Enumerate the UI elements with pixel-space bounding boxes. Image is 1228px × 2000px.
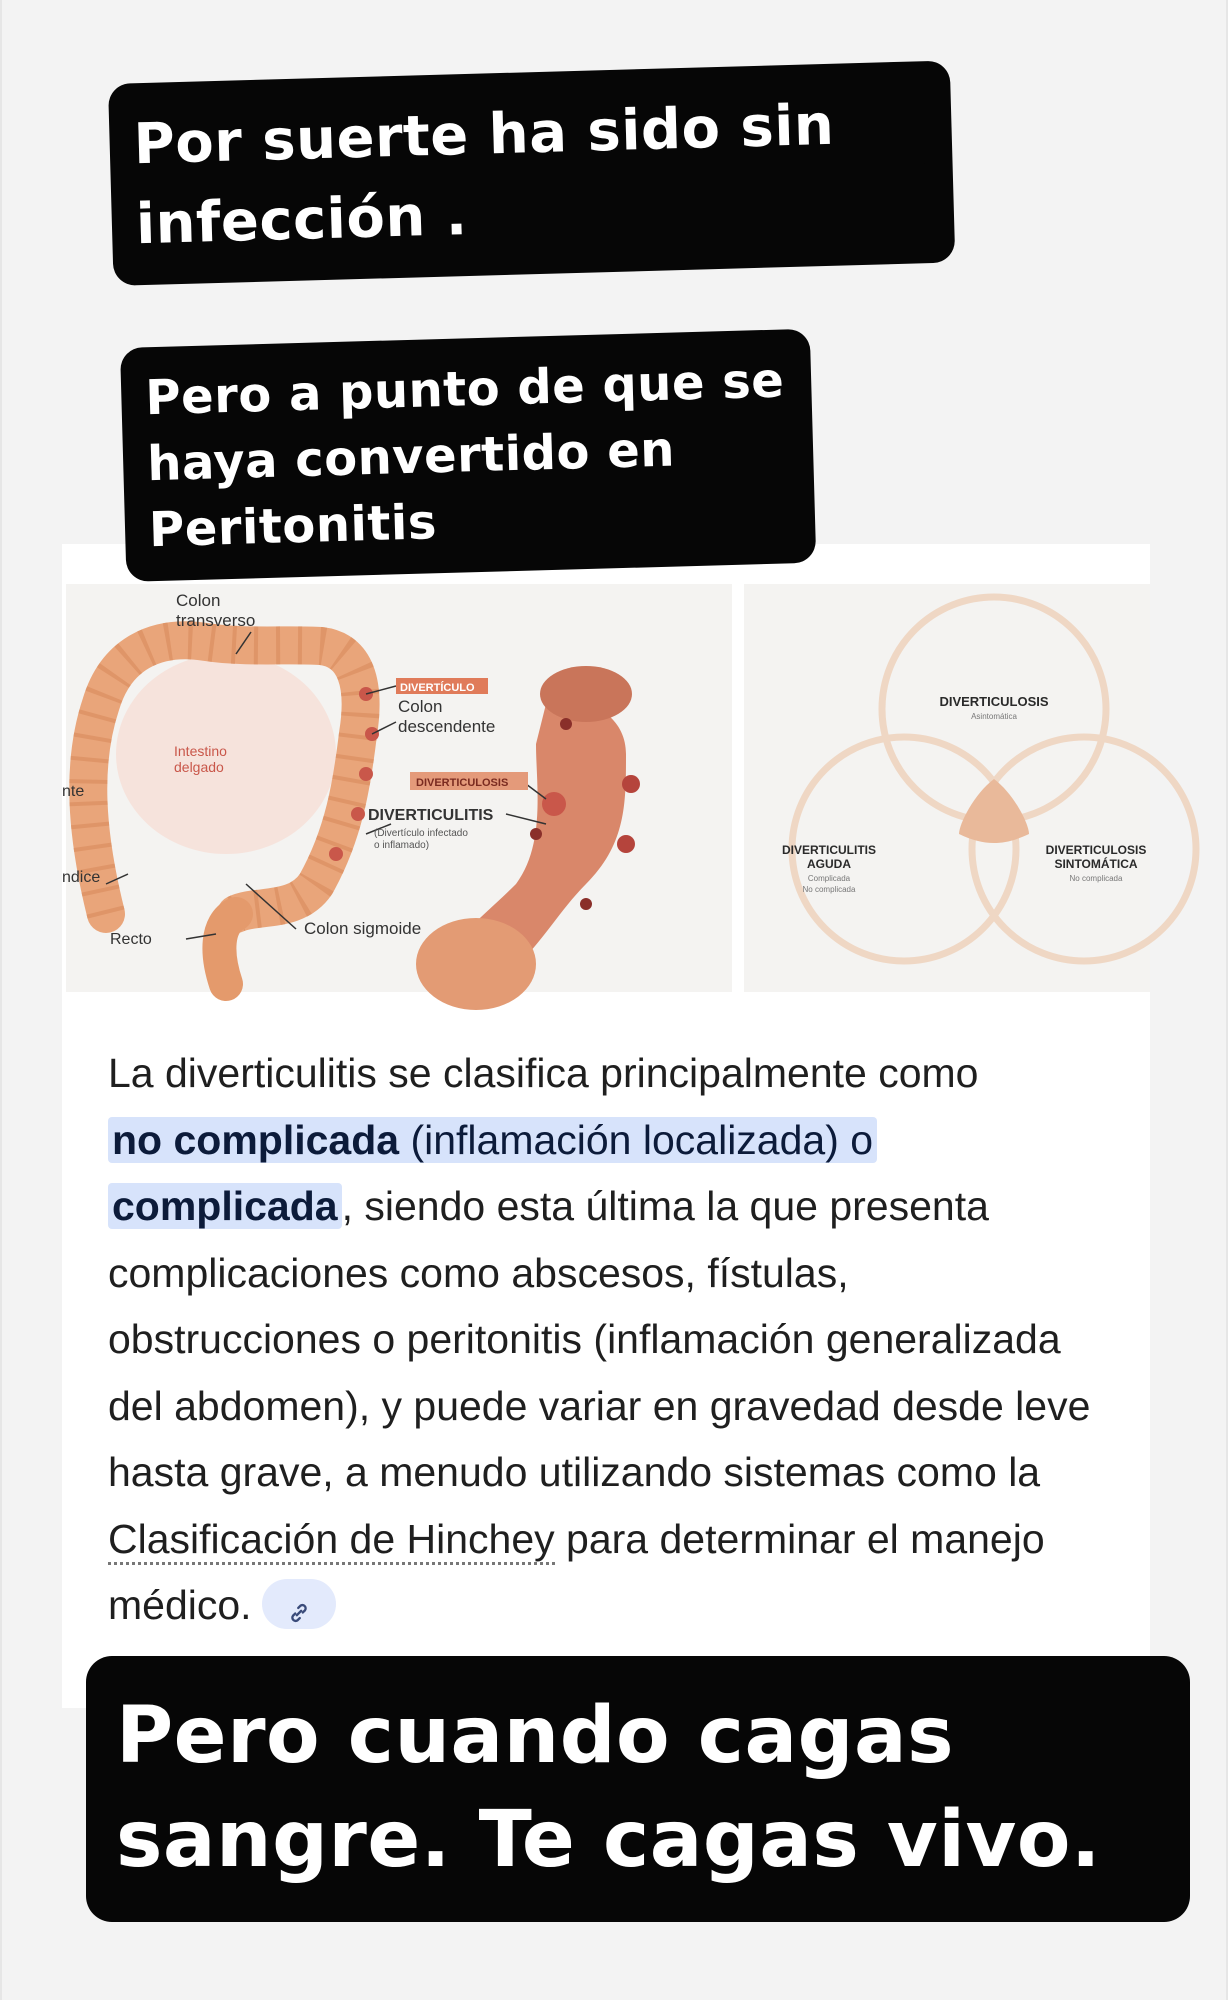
label-cut-left-2: ndice [62,869,101,886]
label-diverticulitis-note-1: (Divertículo infectado [374,828,468,839]
label-recto: Recto [110,931,152,948]
label-diverticulosis: DIVERTICULOSIS [416,777,509,789]
colon-anatomy-image [62,584,732,992]
answer-paragraph [108,1040,1108,1639]
venn-right-sub: No complicada [1069,874,1123,883]
venn-left-sub-1: Complicada [807,874,851,883]
caption-middle [120,329,816,582]
label-colon-descendente-1: Colon [398,697,443,716]
label-colon-sigmoide: Colon sigmoide [304,919,422,938]
caption-middle-line-3: Peritonitis [148,494,438,559]
venn-diagram-image [744,584,1150,992]
paragraph-text-3: , siendo esta última la que presenta complicaciones como abscesos, fístulas, obstrucciones o peritonitis (inflamación generalizada del abdomen), y puede variar en gravedad desde leve hasta grave, a menudo utilizando sistemas como la [108,1183,1091,1495]
label-colon-transverso-2: transverso [176,611,256,630]
hinchey-link[interactable]: Clasificación de Hinchey [108,1516,555,1565]
venn-left-title-1: DIVERTICULITIS [781,843,877,857]
label-diverticulo: DIVERTÍCULO [400,682,475,694]
venn-top-title: DIVERTICULOSIS [939,694,1049,709]
caption-top [108,60,955,285]
label-colon-transverso-1: Colon [176,591,221,610]
source-link-chip[interactable] [262,1579,336,1629]
highlight-no-complicada-strong: no complicada [112,1116,400,1163]
caption-top-line-1: Por suerte ha sido sin [132,92,836,178]
caption-top-line-2: infección . [135,163,927,265]
paragraph-text-4: para determinar el manejo médico. [108,1515,1045,1628]
venn-right-title-1: DIVERTICULOSIS [1045,843,1147,857]
caption-bottom-line-1: Pero cuando cagas [116,1691,955,1781]
label-intestino-1: Intestino [174,743,227,759]
venn-left-title-2: AGUDA [807,857,851,871]
label-diverticulitis: DIVERTICULITIS [368,807,494,824]
paragraph-text-1: La diverticulitis se clasifica principalmente como [108,1050,979,1096]
label-diverticulitis-note-2: o inflamado) [374,840,430,851]
highlight-no-complicada [108,1117,877,1163]
caption-middle-line-2: haya convertido en [146,421,676,493]
caption-bottom-line-2: sangre. Te cagas vivo. [116,1795,1102,1885]
highlight-no-complicada-rest: (inflamación localizada) o [399,1116,874,1163]
caption-bottom [86,1656,1190,1922]
venn-top-sub: Asintomática [971,712,1017,721]
venn-right-title-2: SINTOMÁTICA [1054,857,1138,871]
venn-left-sub-2: No complicada [802,885,856,894]
caption-middle-line-1: Pero a punto de que se [144,352,786,427]
link-icon [286,1600,312,1626]
label-cut-left-1: nte [62,783,85,800]
label-colon-descendente-2: descendente [398,717,496,736]
label-intestino-2: delgado [174,759,224,775]
highlight-complicada: complicada [108,1183,342,1229]
